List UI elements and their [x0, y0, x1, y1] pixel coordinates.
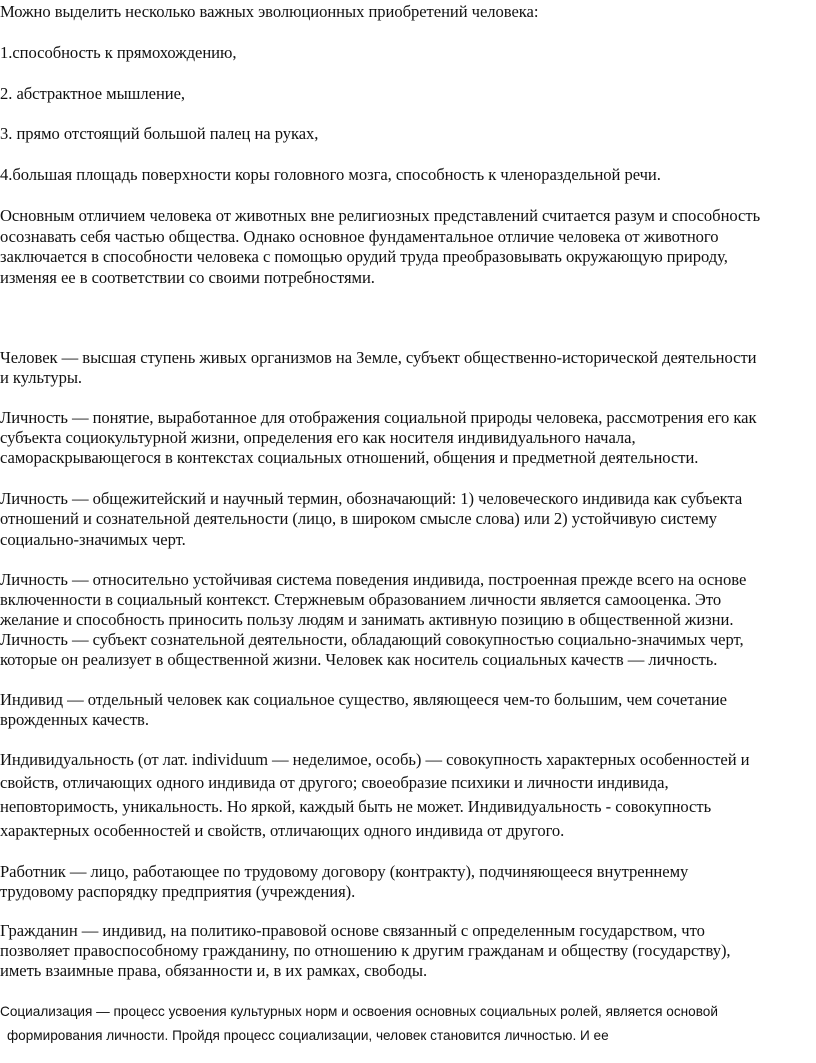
definition-individualnost-line: Индивидуальность (от лат. individuum — неделимое, особь) — совокупность характерных особенностей и [0, 750, 750, 769]
definition-lichnost-line: Личность — относительно устойчивая система поведения индивида, построенная прежде всего на основе [0, 570, 747, 589]
definition-lichnost-line: субъекта социокультурной жизни, определения его как носителя индивидуального начала, [0, 428, 636, 447]
intro-item: 1.способность к прямохождению, [0, 43, 237, 62]
definition-chelovek-line: Человек — высшая ступень живых организмов на Земле, субъект общественно-исторической деятельности [0, 348, 757, 367]
definition-lichnost-line: Личность — понятие, выработанное для отображения социальной природы человека, рассмотрения его как [0, 408, 757, 427]
definition-socializaciya-line: Социализация — процесс усвоения культурных норм и освоения основных социальных ролей, является основой [0, 1004, 718, 1019]
intro-item: 2. абстрактное мышление, [0, 84, 186, 103]
definition-lichnost-line: самораскрывающегося в контекстах социальных отношений, общения и предметной деятельности. [0, 448, 699, 467]
definition-lichnost-line: включенности в социальный контекст. Стержневым образованием личности является самооценка. Это [0, 590, 722, 609]
distinction-line: заключается в способности человека с помощью орудий труда преобразовывать окружающую природу, [0, 247, 728, 266]
definition-grazhdanin-line: позволяет правоспособному гражданину, по отношению к другим гражданам и обществу (государству), [0, 941, 731, 960]
distinction-line: Основным отличием человека от животных вне религиозных представлений считается разум и способность [0, 206, 761, 225]
intro-title: Можно выделить несколько важных эволюционных приобретений человека: [0, 2, 539, 21]
distinction-line: осознавать себя частью общества. Однако основное фундаментальное отличие человека от животного [0, 227, 719, 246]
definition-grazhdanin-line: Гражданин — индивид, на политико-правовой основе связанный с определенным государством, что [0, 921, 705, 940]
definition-socializaciya-line: формирования личности. Пройдя процесс социализации, человек становится личностью. И ее [7, 1028, 609, 1043]
definition-individualnost-line: неповторимость, уникальность. Но яркой, каждый быть не может. Индивидуальность - совокупность [0, 797, 712, 816]
intro-item: 4.большая площадь поверхности коры головного мозга, способность к членораздельной речи. [0, 165, 661, 184]
distinction-line: изменяя ее в соответствии со своими потребностями. [0, 268, 375, 287]
definition-lichnost-line: Личность — общежитейский и научный термин, обозначающий: 1) человеческого индивида как субъекта [0, 489, 743, 508]
definition-individ-line: врожденных качеств. [0, 710, 149, 729]
definition-rabotnik-line: Работник — лицо, работающее по трудовому договору (контракту), подчиняющееся внутреннему [0, 862, 689, 881]
definition-lichnost-line: социально-значимых черт. [0, 530, 186, 549]
definition-grazhdanin-line: иметь взаимные права, обязанности и, в их рамках, свободы. [0, 961, 428, 980]
definition-individ-line: Индивид — отдельный человек как социальное существо, являющееся чем-то большим, чем сочетание [0, 690, 727, 709]
definition-lichnost-line: желание и способность приносить пользу людям и занимать активную позицию в общественной жизни. [0, 610, 734, 629]
intro-item: 3. прямо отстоящий большой палец на руках, [0, 124, 319, 143]
definition-lichnost-line: Личность — субъект сознательной деятельности, обладающий совокупностью социально-значимых черт, [0, 630, 744, 649]
definition-rabotnik-line: трудовому распорядку предприятия (учреждения). [0, 882, 356, 901]
definition-individualnost-line: свойств, отличающих одного индивида от другого; своеобразие психики и личности индивида, [0, 773, 669, 792]
definition-chelovek-line: и культуры. [0, 368, 83, 387]
definition-lichnost-line: отношений и сознательной деятельности (лицо, в широком смысле слова) или 2) устойчивую систему [0, 509, 718, 528]
definition-individualnost-line: характерных особенностей и свойств, отличающих одного индивида от другого. [0, 821, 565, 840]
definition-lichnost-line: которые он реализует в общественной жизни. Человек как носитель социальных качеств — личность. [0, 650, 718, 669]
